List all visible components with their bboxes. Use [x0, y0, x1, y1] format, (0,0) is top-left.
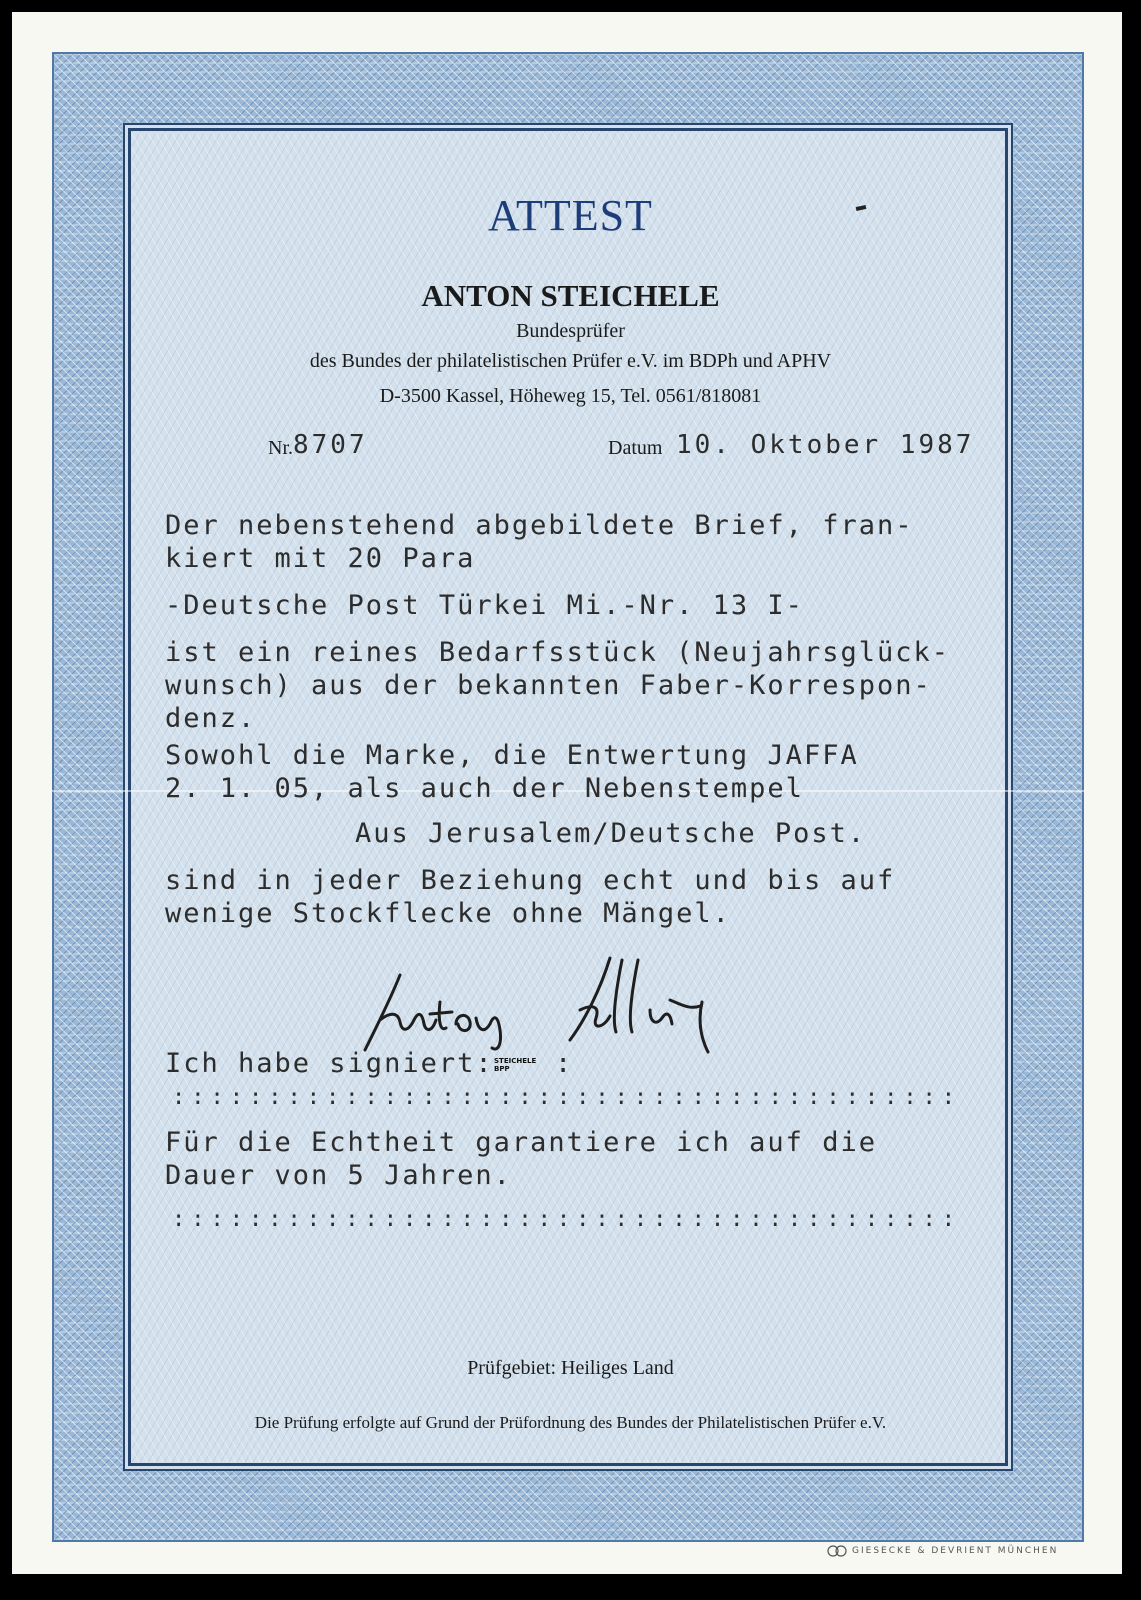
association-line: des Bundes der philatelistischen Prüfer e.V. im BDPh und APHV: [309, 350, 832, 372]
body-line-4: ist ein reines Bedarfsstück (Neujahrsglück-: [165, 637, 950, 668]
examiner-name: ANTON STEICHELE: [421, 278, 720, 313]
body-line-8: 2. 1. 05, als auch der Nebenstempel: [165, 773, 804, 804]
body-line-2: kiert mit 20 Para: [165, 543, 476, 574]
body-line-9: Aus Jerusalem/Deutsche Post.: [355, 818, 867, 849]
body-line-1: Der nebenstehend abgebildete Brief, fran-: [165, 510, 914, 541]
signed-label: Ich habe signiert:: [165, 1048, 494, 1079]
certificate-title: ATTEST: [488, 191, 653, 240]
signed-end: :: [555, 1048, 574, 1079]
number-label: Nr.: [268, 437, 293, 459]
body-line-5: wunsch) aus der bekannten Faber-Korrespon-: [165, 670, 932, 701]
printer-imprint: GIESECKE & DEVRIENT MÜNCHEN: [852, 1546, 1059, 1556]
printer-logo-icon: [826, 1545, 848, 1557]
date-label: Datum: [608, 437, 663, 459]
body-line-10: sind in jeder Beziehung echt und bis auf: [165, 865, 896, 896]
body-line-11: wenige Stockflecke ohne Mängel.: [165, 898, 731, 929]
certificate-date: 10. Oktober 1987: [676, 430, 975, 460]
regulation-note: Die Prüfung erfolgte auf Grund der Prüfordnung des Bundes der Philatelistischen Prüfer e.V.: [254, 1413, 887, 1432]
body-line-3: -Deutsche Post Türkei Mi.-Nr. 13 I-: [165, 590, 804, 621]
address-line: D-3500 Kassel, Höheweg 15, Tel. 0561/818081: [379, 385, 762, 407]
body-line-6: denz.: [165, 703, 257, 734]
exam-area: Prüfgebiet: Heiliges Land: [467, 1357, 674, 1379]
examiner-signature: [360, 940, 780, 1055]
certificate-number: 8707: [293, 430, 368, 460]
guarantee-line-2: Dauer von 5 Jahren.: [165, 1160, 512, 1191]
body-line-7: Sowohl die Marke, die Entwertung JAFFA: [165, 740, 859, 771]
colon-row-1: :::::::::::::::::::::::::::::::::::::::::: [172, 1085, 962, 1110]
guarantee-line-1: Für die Echtheit garantiere ich auf die: [165, 1127, 877, 1158]
colon-row-2: :::::::::::::::::::::::::::::::::::::::::: [172, 1207, 962, 1232]
signature-stamp-mark: STEICHELE BPP: [494, 1057, 537, 1073]
examiner-role: Bundesprüfer: [516, 320, 625, 342]
